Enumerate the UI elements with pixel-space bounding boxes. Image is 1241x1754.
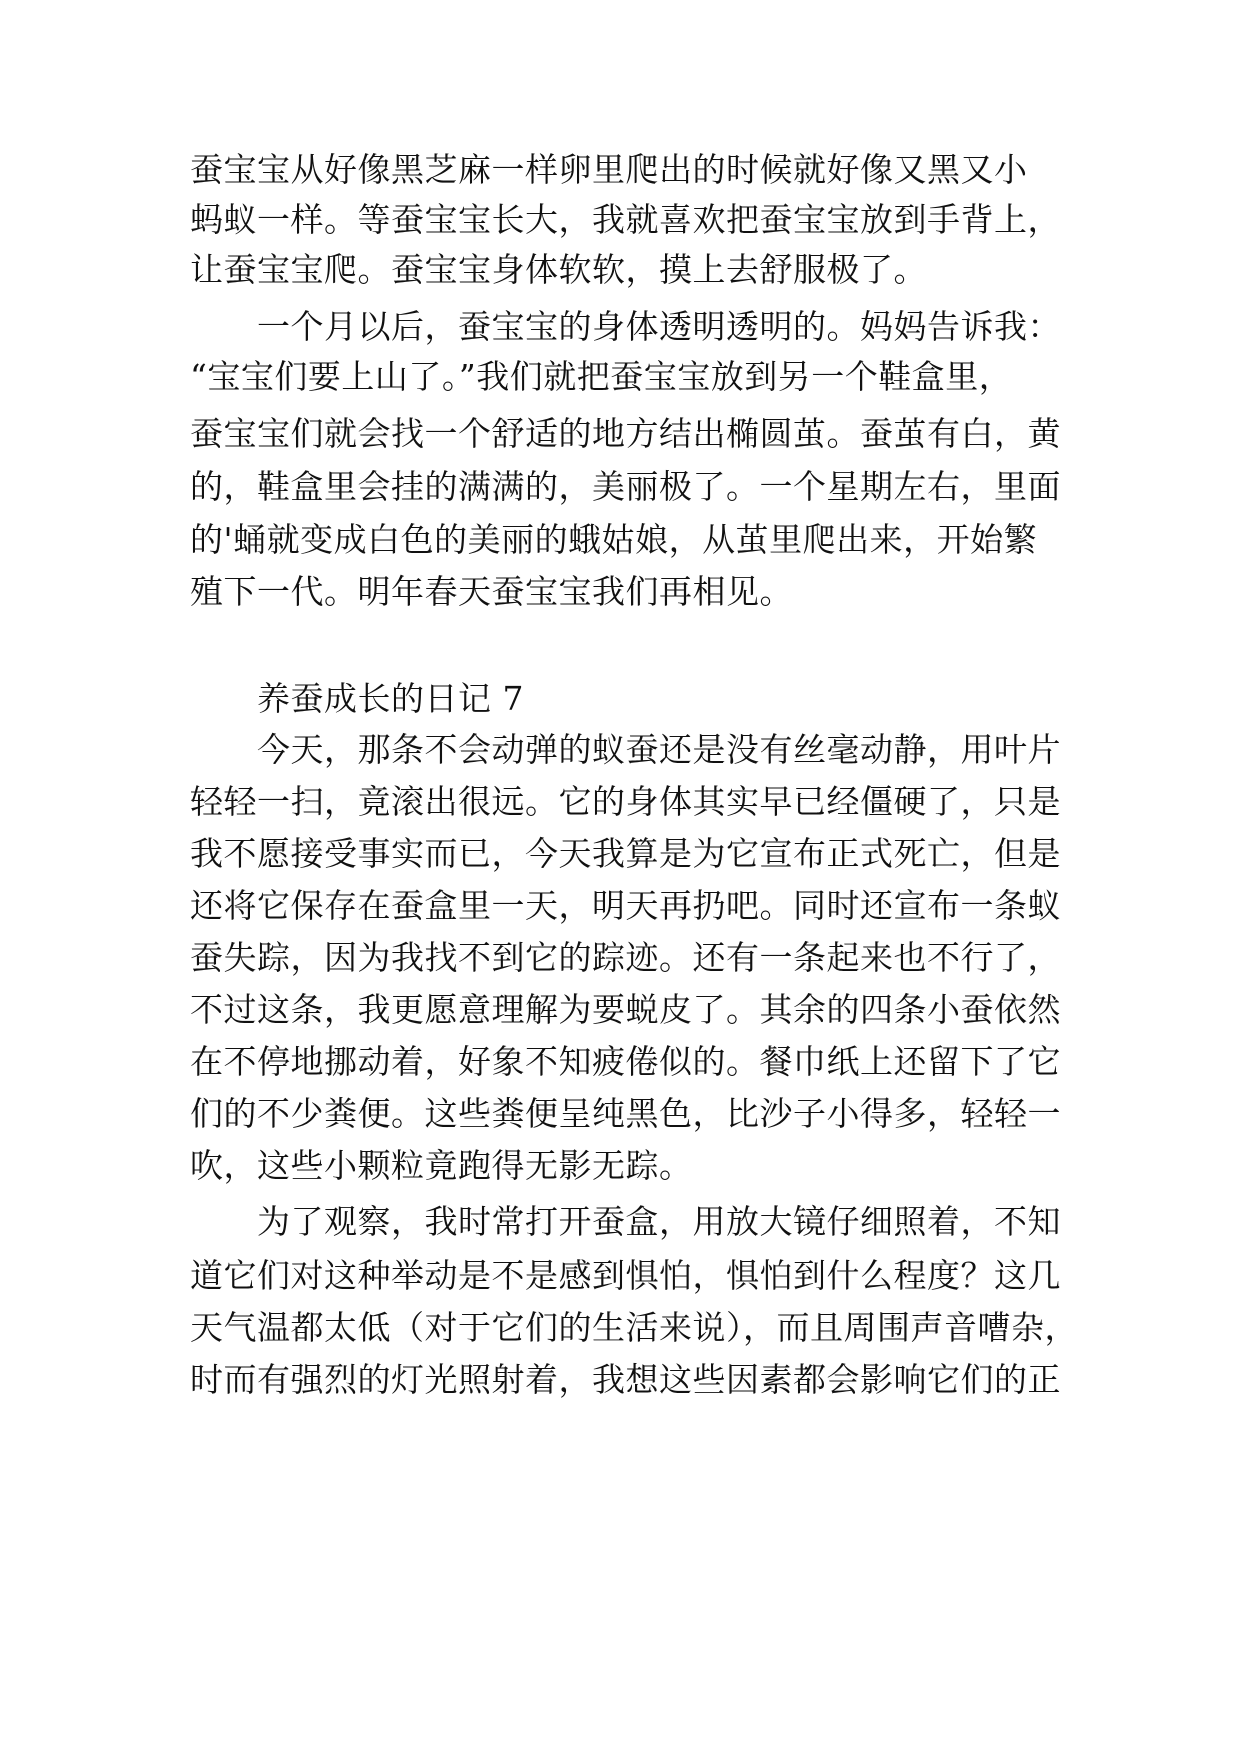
text-line: 在不停地挪动着，好象不知疲倦似的。餐巾纸上还留下了它 [190,1042,1061,1081]
text-line: 天气温都太低（对于它们的生活来说），而且周围声音嘈杂， [190,1308,1078,1347]
text-line: 蚕宝宝们就会找一个舒适的地方结出椭圆茧。蚕茧有白，黄 [190,414,1061,453]
text-line: 蚂蚁一样。等蚕宝宝长大，我就喜欢把蚕宝宝放到手背上， [190,200,1061,239]
text-line: 时而有强烈的灯光照射着，我想这些因素都会影响它们的正 [190,1360,1061,1399]
text-line: 的'蛹就变成白色的美丽的蛾姑娘，从茧里爬出来，开始繁 [190,520,1038,559]
text-line: 吹，这些小颗粒竟跑得无影无踪。 [190,1146,693,1185]
text-line: 的，鞋盒里会挂的满满的，美丽极了。一个星期左右，里面 [190,467,1061,506]
paragraph-start-line: 今天，那条不会动弹的蚁蚕还是没有丝毫动静，用叶片 [257,730,1061,769]
paragraph-start-line: 一个月以后，蚕宝宝的身体透明透明的。妈妈告诉我： [257,307,1061,346]
text-line: 我不愿接受事实而已，今天我算是为它宣布正式死亡，但是 [190,834,1061,873]
text-line: 不过这条，我更愿意理解为要蜕皮了。其余的四条小蚕依然 [190,990,1061,1029]
text-line: 轻轻一扫，竟滚出很远。它的身体其实早已经僵硬了，只是 [190,782,1061,821]
text-line: “宝宝们要上山了。”我们就把蚕宝宝放到另一个鞋盒里， [190,357,1013,396]
text-line: 让蚕宝宝爬。蚕宝宝身体软软，摸上去舒服极了。 [190,250,927,289]
section-heading: 养蚕成长的日记 7 [257,679,524,718]
paragraph-start-line: 为了观察，我时常打开蚕盒，用放大镜仔细照着，不知 [257,1202,1061,1241]
text-line: 们的不少粪便。这些粪便呈纯黑色，比沙子小得多，轻轻一 [190,1094,1061,1133]
text-line: 还将它保存在蚕盒里一天，明天再扔吧。同时还宣布一条蚁 [190,886,1061,925]
text-line: 蚕宝宝从好像黑芝麻一样卵里爬出的时候就好像又黑又小 [190,150,1028,189]
text-line: 道它们对这种举动是不是感到惧怕，惧怕到什么程度？这几 [190,1256,1061,1295]
text-line: 蚕失踪，因为我找不到它的踪迹。还有一条起来也不行了， [190,938,1061,977]
text-line: 殖下一代。明年春天蚕宝宝我们再相见。 [190,572,793,611]
